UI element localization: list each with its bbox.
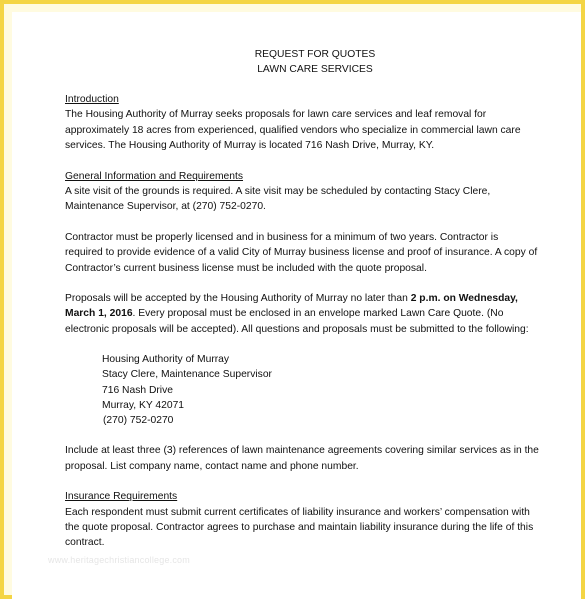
address-line-3: 716 Nash Drive [102, 384, 173, 396]
deadline-line-1-text: Proposals will be accepted by the Housing Authority of Murray no later than [65, 293, 411, 305]
document-body [65, 12, 565, 551]
address-line-4: Murray, KY 42071 [102, 399, 185, 411]
insurance-line-1: Each respondent must submit current certificates of liability insurance and workers’ compensation with [65, 506, 530, 518]
deadline-line-2-text: . Every proposal must be enclosed in an envelope marked Lawn Care Quote. (No [132, 308, 504, 320]
license-paragraph [65, 230, 565, 276]
intro-line-2: approximately 18 acres from experienced, qualified vendors who specialize in commercial lawn care [65, 124, 521, 136]
deadline-line-3: electronic proposals will be accepted). All questions and proposals must be submitted to the following: [65, 323, 529, 335]
deadline-date: March 1, 2016 [65, 308, 133, 320]
intro-line-1: The Housing Authority of Murray seeks proposals for lawn care services and leaf removal for [65, 109, 487, 121]
site-visit-line-1: A site visit of the grounds is required. A site visit may be scheduled by contacting Stacy Clere, [65, 186, 491, 198]
deadline-line-2 [65, 306, 565, 321]
general-section [65, 169, 565, 474]
deadline-time: 2 p.m. on Wednesday, [410, 293, 518, 305]
site-visit-line-2: Maintenance Supervisor, at (270) 752-0270. [65, 201, 266, 213]
title-line-2: LAWN CARE SERVICES [257, 64, 373, 75]
address-phone: (270) 752-0270 [103, 415, 174, 427]
document-title [65, 47, 565, 77]
references-paragraph [65, 443, 565, 474]
references-line-1: Include at least three (3) references of lawn maintenance agreements covering similar services as in the [65, 445, 539, 457]
address-line-2: Stacy Clere, Maintenance Supervisor [102, 369, 272, 381]
license-line-2: required to provide evidence of a valid City of Murray business license and proof of insurance. A copy of [65, 247, 538, 259]
license-line-1: Contractor must be properly licensed and in business for a minimum of two years. Contractor is [65, 231, 499, 243]
license-line-3: Contractor’s current business license must be included with the quote proposal. [65, 262, 427, 274]
deadline-line-1 [65, 291, 565, 306]
general-heading: General Information and Requirements [65, 170, 244, 182]
title-line-1: REQUEST FOR QUOTES [254, 49, 376, 60]
page-frame [4, 4, 581, 595]
mailing-address [65, 352, 565, 428]
watermark-text: www.heritagechristiancollege.com [48, 555, 190, 565]
insurance-section [65, 489, 565, 551]
references-line-2: proposal. List company name, contact name and phone number. [65, 460, 359, 472]
introduction-section [65, 92, 565, 154]
insurance-line-3: contract. [65, 537, 105, 549]
address-line-1: Housing Authority of Murray [102, 354, 230, 366]
insurance-heading: Insurance Requirements [65, 491, 178, 503]
deadline-paragraph [65, 291, 565, 337]
insurance-line-2: the quote proposal. Contractor agrees to purchase and maintain liability insurance during the life of this [65, 521, 534, 533]
document-page [12, 12, 581, 599]
introduction-heading: Introduction [65, 94, 119, 105]
intro-line-3: services. The Housing Authority of Murray is located 716 Nash Drive, Murray, KY. [65, 140, 435, 152]
